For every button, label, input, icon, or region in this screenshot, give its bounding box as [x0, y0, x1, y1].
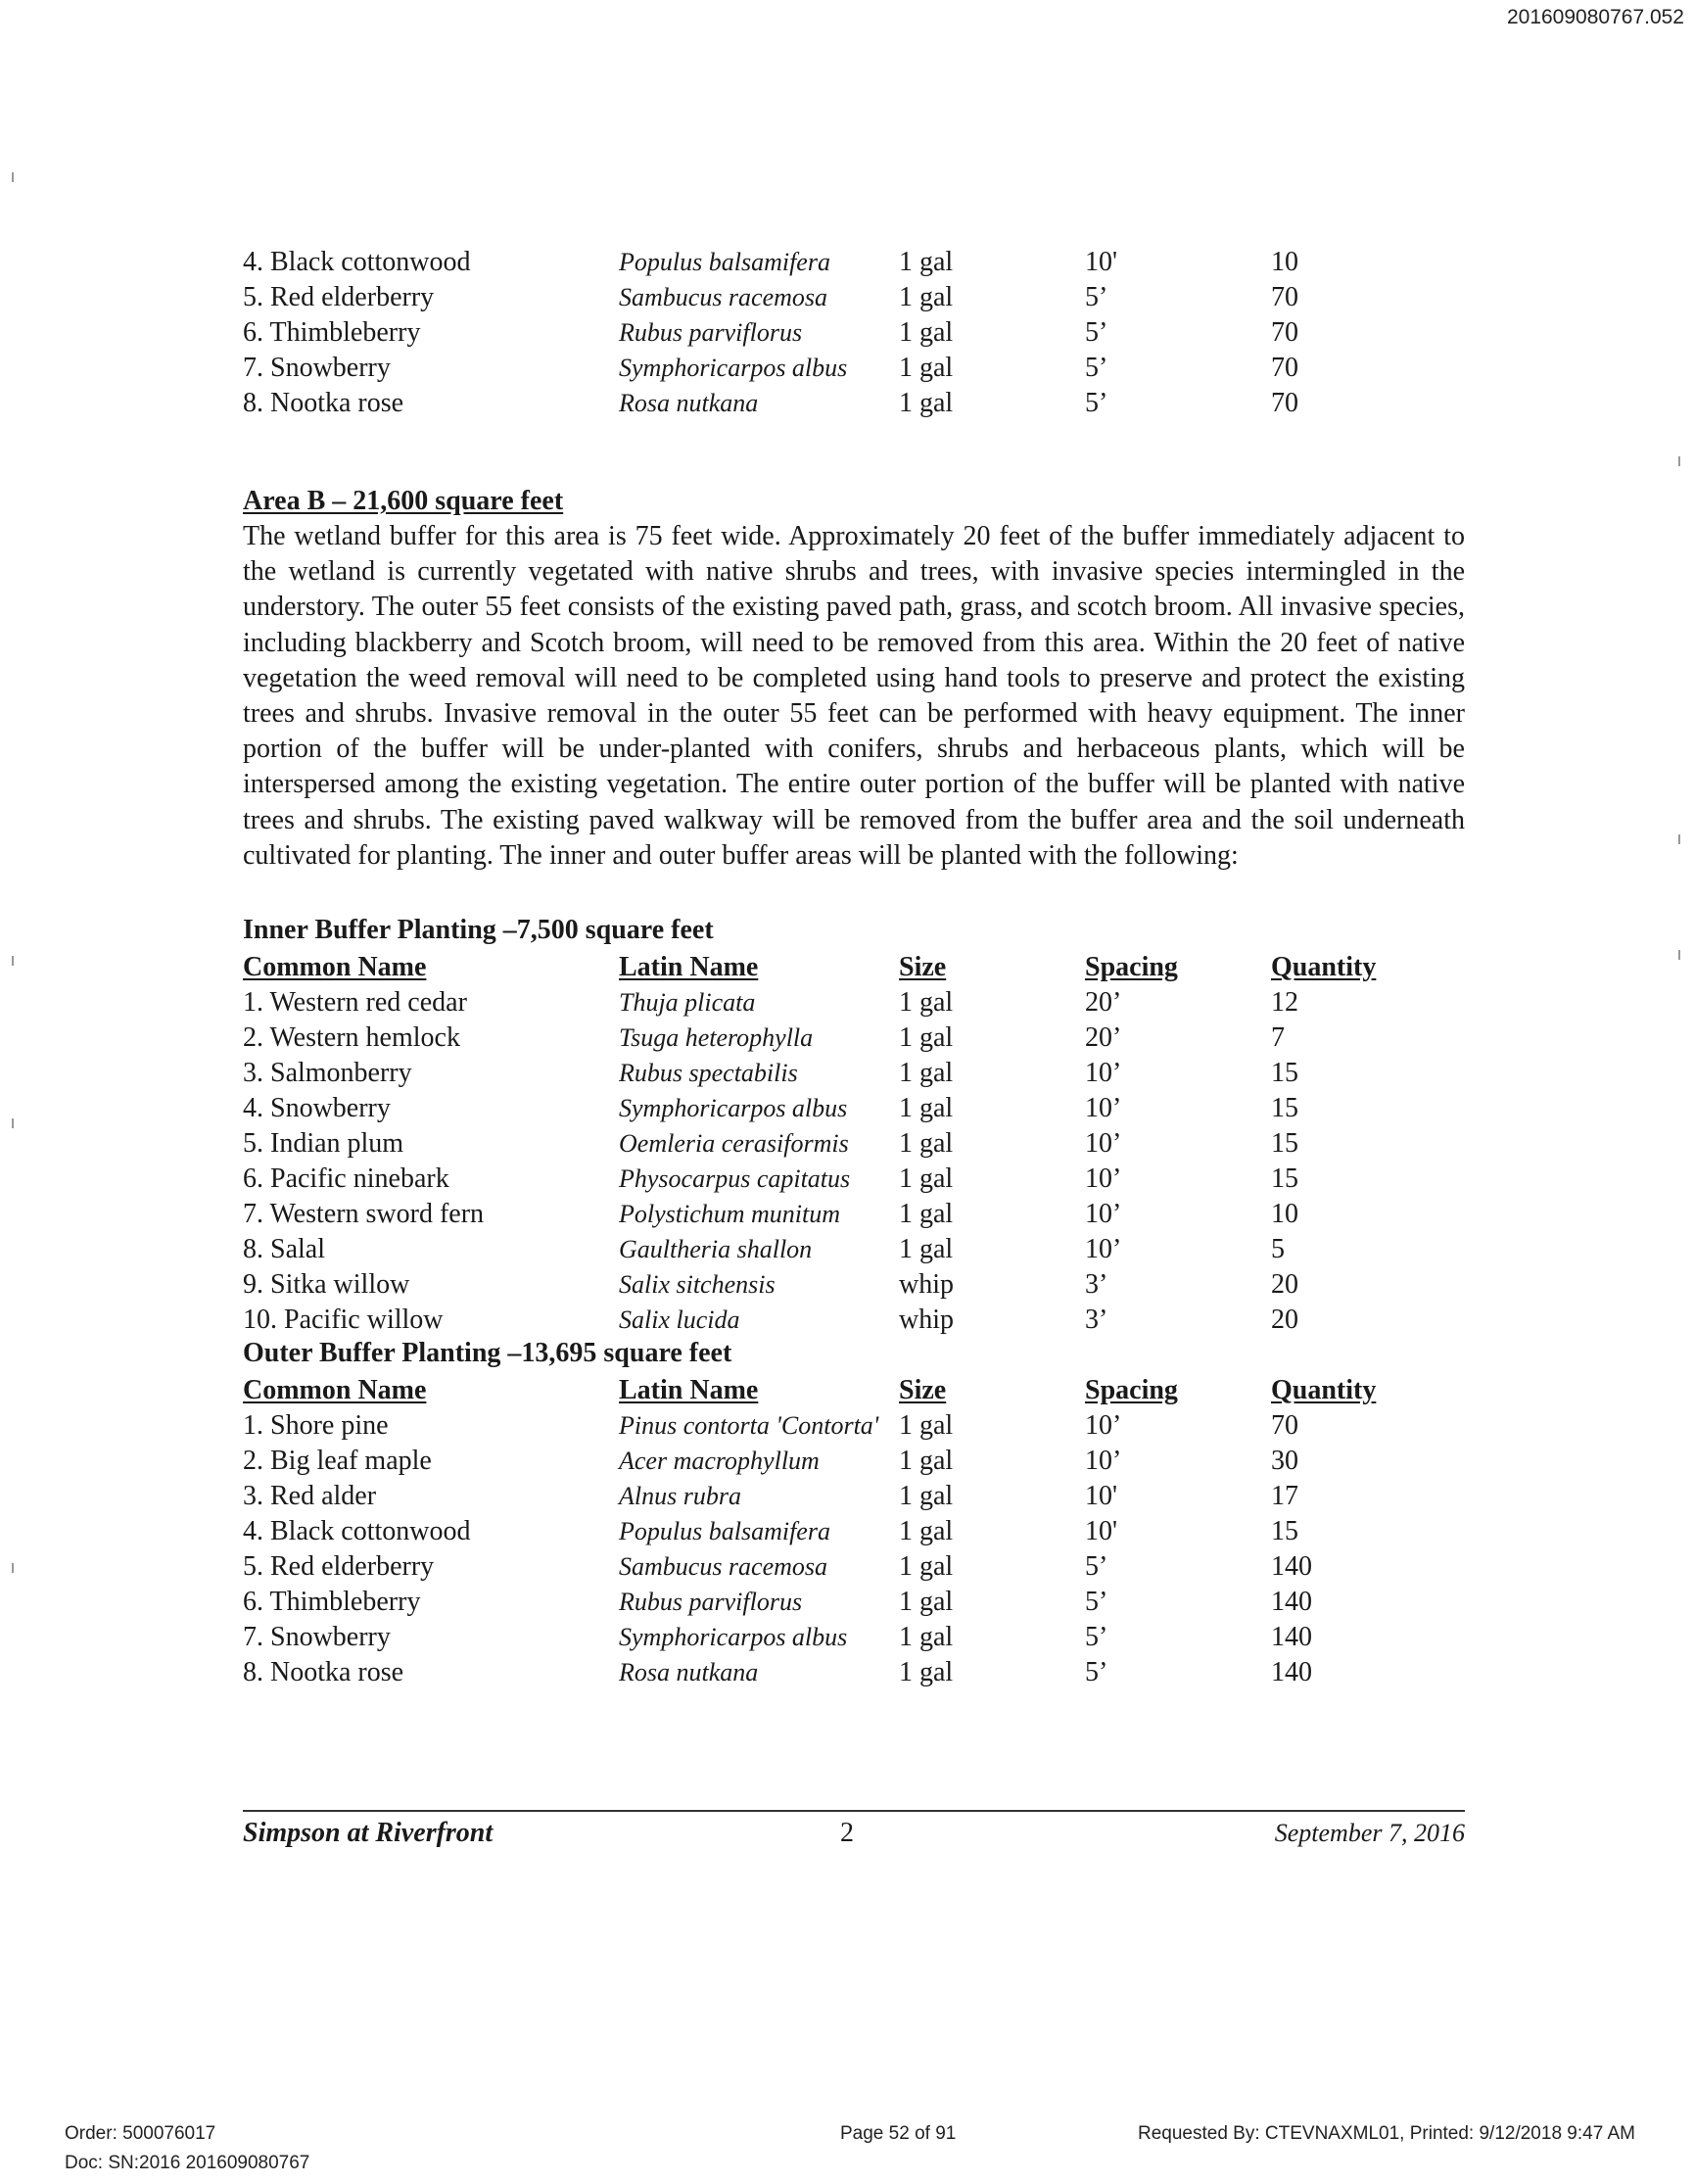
latin-name-cell: Rubus parviflorus	[619, 1588, 803, 1617]
table-row	[243, 1124, 1462, 1160]
table-row	[243, 384, 1462, 419]
table-row	[243, 313, 1462, 349]
latin-name-cell: Rosa nutkana	[619, 1658, 759, 1687]
table-row	[243, 278, 1462, 313]
size-cell: 1 gal	[899, 1657, 954, 1688]
scan-mark	[1678, 456, 1680, 466]
area-b-paragraph: The wetland buffer for this area is 75 feet wide. Approximately 20 feet of the buffer immediately adjacent to the wetland is currently vegetated with native shrubs and trees, with invasive species intermingled in the understory. The outer 55 feet consists of the existing paved path, grass, and scotch broom. All invasive species, including blackberry and Scotch broom, will need to be removed from this area. Within the 20 feet of native vegetation the weed removal will need to be completed using hand tools to preserve and protect the existing trees and shrubs. Invasive removal in the outer 55 feet can be performed with heavy equipment. The inner portion of the buffer will be under-planted with conifers, shrubs and herbaceous plants, which will be interspersed among the existing vegetation. The entire outer portion of the buffer will be planted with native trees and shrubs. The existing paved walkway will be removed from the buffer area and the soil underneath cultivated for planting. The inner and outer buffer areas will be planted with the following:	[243, 521, 1465, 871]
spacing-cell: 10'	[1085, 247, 1118, 277]
latin-name-cell: Acer macrophyllum	[619, 1447, 820, 1476]
spacing-cell: 5’	[1085, 317, 1108, 348]
table-header-row	[243, 948, 1462, 983]
table-row	[243, 1442, 1462, 1477]
quantity-cell: 17	[1271, 1481, 1298, 1512]
footer-date: September 7, 2016	[1274, 1819, 1465, 1847]
page-count: Page 52 of 91	[840, 2123, 957, 2144]
latin-name-cell: Rubus parviflorus	[619, 318, 803, 347]
size-cell: 1 gal	[899, 1446, 954, 1477]
common-name-cell: 4. Black cottonwood	[243, 247, 471, 277]
quantity-cell: 12	[1271, 987, 1298, 1019]
common-name-cell: 4. Black cottonwood	[243, 1516, 471, 1547]
spacing-cell: 3’	[1085, 1269, 1108, 1301]
header-common-name: Common Name	[243, 1375, 427, 1406]
outer-buffer-table	[243, 1371, 1462, 1688]
area-b-heading: Area B – 21,600 square feet	[243, 486, 564, 516]
header-latin-name: Latin Name	[619, 952, 759, 983]
page-content	[243, 243, 1465, 1688]
table-row	[243, 243, 1462, 278]
quantity-cell: 140	[1271, 1622, 1312, 1653]
scan-mark	[12, 1118, 14, 1128]
latin-name-cell: Oemleria cerasiformis	[619, 1129, 849, 1159]
quantity-cell: 20	[1271, 1305, 1298, 1336]
size-cell: whip	[899, 1269, 954, 1301]
common-name-cell: 1. Shore pine	[243, 1410, 389, 1442]
spacing-cell: 5’	[1085, 1551, 1108, 1583]
latin-name-cell: Gaultheria shallon	[619, 1235, 813, 1264]
spacing-cell: 5’	[1085, 1587, 1108, 1618]
scan-mark	[1678, 834, 1680, 844]
table-row	[243, 1618, 1462, 1653]
table-row	[243, 1406, 1462, 1442]
common-name-cell: 10. Pacific willow	[243, 1305, 444, 1336]
latin-name-cell: Polystichum munitum	[619, 1200, 841, 1229]
quantity-cell: 70	[1271, 1410, 1298, 1442]
common-name-cell: 7. Snowberry	[243, 353, 391, 383]
outer-buffer-heading: Outer Buffer Planting –13,695 square feet	[243, 1338, 732, 1369]
latin-name-cell: Symphoricarpos albus	[619, 1094, 848, 1123]
size-cell: 1 gal	[899, 353, 954, 383]
table-row	[243, 1653, 1462, 1688]
size-cell: 1 gal	[899, 1163, 954, 1195]
spacing-cell: 10’	[1085, 1163, 1122, 1195]
quantity-cell: 140	[1271, 1657, 1312, 1688]
spacing-cell: 10’	[1085, 1128, 1122, 1160]
table-row	[243, 1512, 1462, 1547]
size-cell: 1 gal	[899, 1022, 954, 1054]
latin-name-cell: Sambucus racemosa	[619, 1552, 828, 1582]
table-row	[243, 1019, 1462, 1054]
common-name-cell: 5. Red elderberry	[243, 1551, 435, 1583]
quantity-cell: 10	[1271, 1199, 1298, 1230]
table-row	[243, 1547, 1462, 1583]
latin-name-cell: Populus balsamifera	[619, 248, 830, 276]
size-cell: 1 gal	[899, 1410, 954, 1442]
common-name-cell: 6. Thimbleberry	[243, 317, 421, 348]
spacing-cell: 10’	[1085, 1234, 1122, 1265]
spacing-cell: 10’	[1085, 1058, 1122, 1089]
quantity-cell: 7	[1271, 1022, 1285, 1054]
size-cell: 1 gal	[899, 1093, 954, 1124]
spacing-cell: 10'	[1085, 1516, 1118, 1547]
table-row	[243, 349, 1462, 384]
quantity-cell: 140	[1271, 1551, 1312, 1583]
latin-name-cell: Salix lucida	[619, 1306, 740, 1335]
spacing-cell: 5’	[1085, 282, 1108, 312]
scan-mark	[12, 172, 14, 182]
latin-name-cell: Sambucus racemosa	[619, 283, 828, 311]
size-cell: 1 gal	[899, 987, 954, 1019]
quantity-cell: 5	[1271, 1234, 1285, 1265]
table-row	[243, 1160, 1462, 1195]
inner-buffer-table	[243, 948, 1462, 1336]
table-row	[243, 1477, 1462, 1512]
spacing-cell: 3’	[1085, 1305, 1108, 1336]
spacing-cell: 10’	[1085, 1199, 1122, 1230]
order-number: Order: 500076017	[65, 2123, 216, 2144]
quantity-cell: 10	[1271, 247, 1298, 277]
inner-buffer-heading: Inner Buffer Planting –7,500 square feet	[243, 915, 714, 946]
common-name-cell: 7. Snowberry	[243, 1622, 391, 1653]
common-name-cell: 2. Western hemlock	[243, 1022, 460, 1054]
size-cell: 1 gal	[899, 388, 954, 418]
common-name-cell: 3. Salmonberry	[243, 1058, 412, 1089]
scan-mark	[12, 956, 14, 966]
quantity-cell: 15	[1271, 1058, 1298, 1089]
common-name-cell: 9. Sitka willow	[243, 1269, 410, 1301]
header-spacing: Spacing	[1085, 952, 1178, 983]
latin-name-cell: Symphoricarpos albus	[619, 1623, 848, 1652]
spacing-cell: 5’	[1085, 1622, 1108, 1653]
quantity-cell: 30	[1271, 1446, 1298, 1477]
spacing-cell: 20’	[1085, 987, 1122, 1019]
scan-mark	[1678, 950, 1680, 960]
header-size: Size	[899, 952, 947, 983]
table-row	[243, 1265, 1462, 1301]
footer-page-number: 2	[840, 1818, 854, 1848]
size-cell: 1 gal	[899, 1516, 954, 1547]
latin-name-cell: Pinus contorta 'Contorta'	[619, 1411, 879, 1441]
table-row	[243, 1195, 1462, 1230]
document-id: 201609080767.052	[1506, 6, 1684, 28]
size-cell: 1 gal	[899, 282, 954, 312]
table-row	[243, 1230, 1462, 1265]
latin-name-cell: Rubus spectabilis	[619, 1059, 798, 1088]
quantity-cell: 140	[1271, 1587, 1312, 1618]
latin-name-cell: Thuja plicata	[619, 988, 756, 1018]
spacing-cell: 10'	[1085, 1481, 1118, 1512]
size-cell: 1 gal	[899, 1058, 954, 1089]
size-cell: 1 gal	[899, 1128, 954, 1160]
common-name-cell: 6. Pacific ninebark	[243, 1163, 449, 1195]
spacing-cell: 5’	[1085, 353, 1108, 383]
table-header-row	[243, 1371, 1462, 1406]
quantity-cell: 15	[1271, 1516, 1298, 1547]
size-cell: 1 gal	[899, 247, 954, 277]
latin-name-cell: Salix sitchensis	[619, 1270, 776, 1300]
size-cell: 1 gal	[899, 1622, 954, 1653]
latin-name-cell: Tsuga heterophylla	[619, 1023, 814, 1053]
latin-name-cell: Physocarpus capitatus	[619, 1164, 851, 1194]
latin-name-cell: Rosa nutkana	[619, 389, 759, 417]
quantity-cell: 20	[1271, 1269, 1298, 1301]
page-footer	[243, 1810, 1465, 1849]
spacing-cell: 10’	[1085, 1446, 1122, 1477]
scan-mark	[12, 1563, 14, 1573]
common-name-cell: 6. Thimbleberry	[243, 1587, 421, 1618]
spacing-cell: 10’	[1085, 1410, 1122, 1442]
table-row	[243, 1089, 1462, 1124]
header-quantity: Quantity	[1271, 952, 1377, 983]
quantity-cell: 70	[1271, 388, 1298, 418]
size-cell: 1 gal	[899, 1199, 954, 1230]
latin-name-cell: Populus balsamifera	[619, 1517, 830, 1546]
common-name-cell: 8. Nootka rose	[243, 388, 404, 418]
spacing-cell: 5’	[1085, 388, 1108, 418]
quantity-cell: 15	[1271, 1093, 1298, 1124]
latin-name-cell: Symphoricarpos albus	[619, 354, 848, 382]
footer-project-name: Simpson at Riverfront	[243, 1818, 494, 1848]
header-size: Size	[899, 1375, 947, 1406]
table-row	[243, 1301, 1462, 1336]
header-spacing: Spacing	[1085, 1375, 1178, 1406]
header-quantity: Quantity	[1271, 1375, 1377, 1406]
size-cell: 1 gal	[899, 1481, 954, 1512]
common-name-cell: 5. Indian plum	[243, 1128, 404, 1160]
size-cell: 1 gal	[899, 1234, 954, 1265]
common-name-cell: 3. Red alder	[243, 1481, 377, 1512]
spacing-cell: 5’	[1085, 1657, 1108, 1688]
size-cell: whip	[899, 1305, 954, 1336]
top-plant-table	[243, 243, 1462, 419]
quantity-cell: 70	[1271, 353, 1298, 383]
quantity-cell: 15	[1271, 1163, 1298, 1195]
size-cell: 1 gal	[899, 1551, 954, 1583]
quantity-cell: 15	[1271, 1128, 1298, 1160]
table-row	[243, 983, 1462, 1019]
common-name-cell: 5. Red elderberry	[243, 282, 435, 312]
table-row	[243, 1054, 1462, 1089]
common-name-cell: 2. Big leaf maple	[243, 1446, 432, 1477]
size-cell: 1 gal	[899, 1587, 954, 1618]
common-name-cell: 7. Western sword fern	[243, 1199, 485, 1230]
spacing-cell: 20’	[1085, 1022, 1122, 1054]
doc-number: Doc: SN:2016 201609080767	[65, 2153, 310, 2173]
latin-name-cell: Alnus rubra	[619, 1482, 741, 1511]
common-name-cell: 8. Nootka rose	[243, 1657, 404, 1688]
header-common-name: Common Name	[243, 952, 427, 983]
common-name-cell: 8. Salal	[243, 1234, 325, 1265]
common-name-cell: 1. Western red cedar	[243, 987, 467, 1019]
requested-by: Requested By: CTEVNAXML01, Printed: 9/12/2018 9:47 AM	[1137, 2123, 1635, 2144]
spacing-cell: 10’	[1085, 1093, 1122, 1124]
common-name-cell: 4. Snowberry	[243, 1093, 391, 1124]
quantity-cell: 70	[1271, 282, 1298, 312]
section-gap	[243, 874, 1462, 913]
size-cell: 1 gal	[899, 317, 954, 348]
quantity-cell: 70	[1271, 317, 1298, 348]
table-row	[243, 1583, 1462, 1618]
header-latin-name: Latin Name	[619, 1375, 759, 1406]
